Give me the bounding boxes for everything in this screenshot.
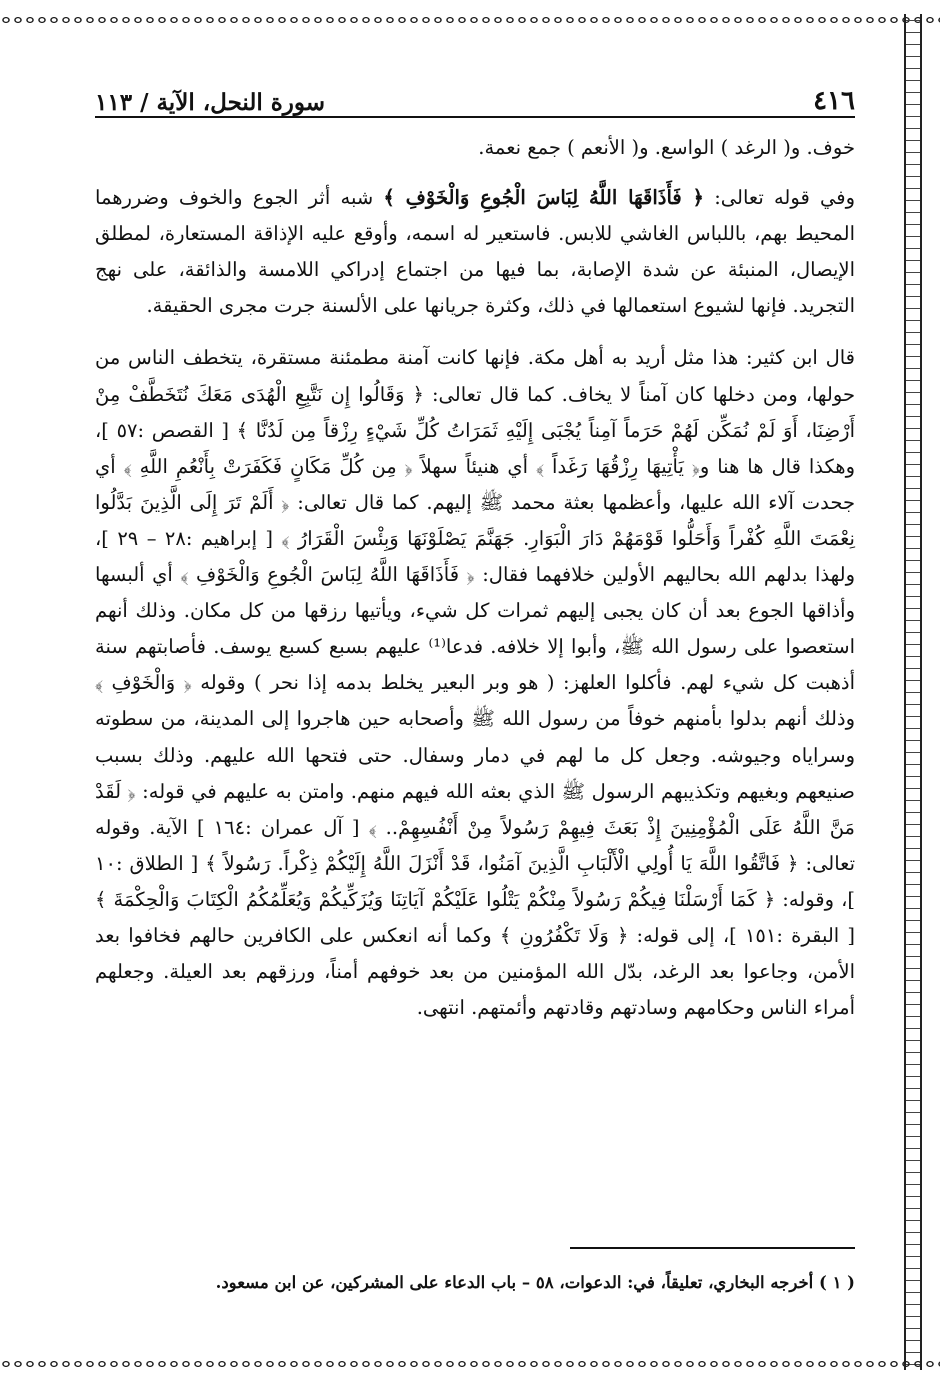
footnote-divider — [570, 1247, 855, 1249]
body-text — [95, 130, 855, 1026]
ornamental-border-right — [904, 14, 922, 1370]
page-number: ٤١٦ — [813, 86, 855, 116]
page-content — [95, 62, 855, 1352]
paragraph-2 — [95, 180, 855, 324]
ornamental-border-top — [0, 14, 940, 26]
footnote: ( ١ ) أخرجه البخاري، تعليقاً، في: الدعوات، ٥٨ – باب الدعاء على المشركين، عن ابن مسعود. — [215, 1273, 855, 1292]
paragraph-3: قال ابن كثير: هذا مثل أريد به أهل مكة. فإنها كانت آمنة مطمئنة مستقرة، يتخطف الناس من حولها، ومن دخلها كان آمناً لا يخاف. كما قال تعالى: ﴿ وَقَالُوا إِن نَتَّبِعِ الْهُدَى مَعَكَ نُتَخَطَّفْ مِنْ أَرْضِنَا، أَوَ لَمْ نُمَكِّن لَهُمْ حَرَماً آمِناً يُجْبَى إِلَيْهِ ثَمَرَاتُ كُلِّ شَيْءٍ رِزْقاً مِن لَدُنَّا ﴾ [ القصص :٥٧ ]، وهكذا قال ها هنا و﴿ يَأْتِيهَا رِزْقُهَا رَغَداً ﴾ أي هنيئاً سهلاً ﴿ مِن كُلِّ مَكَانٍ فَكَفَرَتْ بِأَنْعُمِ اللَّهِ ﴾ أي جحدت آلاء الله عليها، وأعظمها بعثة محمد ﷺ إليهم. كما قال تعالى: ﴿ أَلَمْ تَرَ إِلَى الَّذِينَ بَدَّلُوا نِعْمَتَ اللَّهِ كُفْراً وَأَحَلُّوا قَوْمَهُمْ دَارَ الْبَوَارِ. جَهَنَّمَ يَصْلَوْنَهَا وَبِئْسَ الْقَرَارُ ﴾ [ إبراهيم :٢٨ – ٢٩ ]، ولهذا بدلهم الله بحاليهم الأولين خلافهما فقال: ﴿ فَأَذَاقَهَا اللَّهُ لِبَاسَ الْجُوعِ وَالْخَوْفِ ﴾ أي ألبسها وأذاقها الجوع بعد أن كان يجبى إليهم ثمرات كل شيء، ويأتيها رزقها من كل مكان. وذلك أنهم استعصوا على رسول الله ﷺ، وأبوا إلا خلافه. فدعا⁽¹⁾ عليهم بسبع كسبع يوسف. فأصابتهم سنة أذهبت كل شيء لهم. فأكلوا العلهز: ( هو وبر البعير يخلط بدمه إذا نحر ) وقوله ﴿ وَالْخَوْفِ ﴾ وذلك أنهم بدلوا بأمنهم خوفاً من رسول الله ﷺ وأصحابه حين هاجروا إلى المدينة، من سطوته وسراياه وجيوشه. وجعل كل ما لهم في دمار وسفال. حتى فتحها الله عليهم. وذلك بسبب صنيعهم وبغيهم وتكذيبهم الرسول ﷺ الذي بعثه الله فيهم منهم. وامتن به عليهم في قوله: ﴿ لَقَدْ مَنَّ اللَّهُ عَلَى الْمُؤْمِنِينَ إِذْ بَعَثَ فِيهِمْ رَسُولاً مِنْ أَنْفُسِهِمْ.. ﴾ [ آل عمران :١٦٤ ] الآية. وقوله تعالى: ﴿ فَاتَّقُوا اللَّهَ يَا أُولِي الْأَلْبَابِ الَّذِينَ آمَنُوا، قَدْ أَنْزَلَ اللَّهُ إِلَيْكُمْ ذِكْراً. رَسُولاً ﴾ [ الطلاق :١٠ ]، وقوله: ﴿ كَمَا أَرْسَلْنَا فِيكُمْ رَسُولاً مِنْكُمْ يَتْلُوا عَلَيْكُمْ آيَاتِنَا وَيُزَكِّيكُمْ وَيُعَلِّمُكُمُ الْكِتَابَ وَالْحِكْمَةَ ﴾ [ البقرة :١٥١ ]، إلى قوله: ﴿ وَلَا تَكْفُرُونِ ﴾ وكما أنه انعكس على الكافرين حالهم فخافوا بعد الأمن، وجاعوا بعد الرغد، بدّل الله المؤمنين من بعد خوفهم أمناً، ورزقهم بعد العيلة. وجعلهم أمراء الناس وحكامهم وسادتهم وقادتهم وأئمتهم. انتهى. — [95, 346, 856, 1020]
paragraph-2-intro: وفي قوله تعالى: — [703, 186, 855, 210]
paragraph-1: خوف. و( الرغد ) الواسع. و( الأنعم ) جمع نعمة. — [478, 136, 855, 159]
ornamental-border-bottom — [0, 1358, 940, 1370]
running-title: سورة النحل، الآية / ١١٣ — [95, 89, 326, 116]
page-header — [95, 62, 855, 118]
paragraph-2-commentary: شبه أثر الجوع والخوف وضررهما المحيط بهم، باللباس الغاشي للابس. فاستعير له اسمه، وأوقع عليه الإذاقة المستعارة، لمطلق الإيصال، المنبئة عن شدة الإصابة، بما فيها من اجتماع إدراكي اللامسة والذائقة، على نهج التجريد. فإنها لشيوع استعمالها في ذلك، وكثرة جريانها على الألسنة جرت مجرى الحقيقة. — [95, 186, 855, 318]
quran-quote: ﴿ فَأَذَاقَهَا اللَّهُ لِبَاسَ الْجُوعِ وَالْخَوْفِ ﴾ — [383, 186, 704, 210]
